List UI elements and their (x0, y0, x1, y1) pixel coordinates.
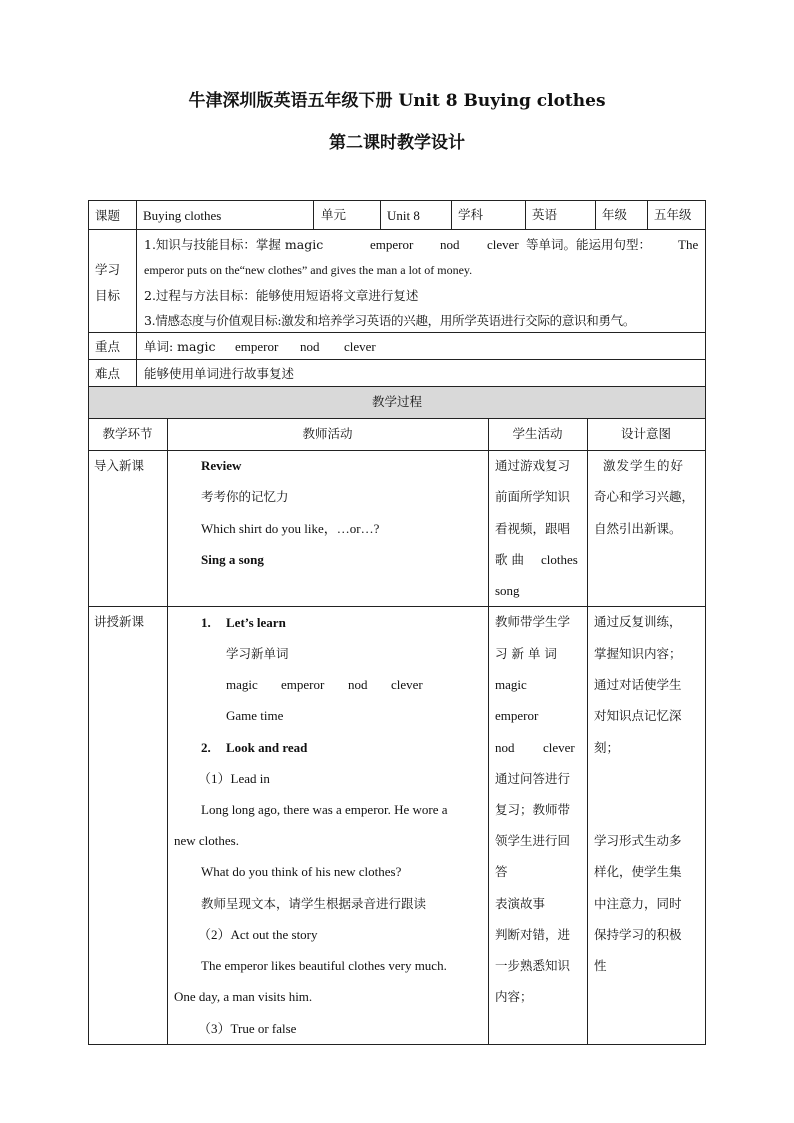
student-activity-line: clothes (541, 552, 578, 567)
row-divider (88, 418, 706, 419)
key-points-word: clever (344, 339, 376, 354)
grade-label: 年级 (602, 207, 628, 222)
row-divider (88, 606, 706, 607)
stage-name: 导入新课 (94, 458, 145, 473)
table-border-right (705, 200, 706, 1045)
design-intent-line: 学习形式生动多 (594, 833, 682, 848)
objectives-label: 目标 (95, 288, 121, 303)
document-subtitle: 第二课时教学设计 (329, 133, 465, 153)
col-divider (647, 200, 648, 230)
design-intent-line: 通过对话使学生 (594, 677, 682, 692)
topic-label: 课题 (95, 208, 121, 223)
student-activity-line: 复习；教师带 (495, 802, 571, 817)
col-header-stage: 教学环节 (102, 426, 153, 441)
difficulties-label: 难点 (95, 366, 121, 381)
student-activity-line: 习 新 单 词 (495, 646, 557, 661)
col-header-intent: 设计意图 (620, 426, 671, 441)
subject-label: 学科 (458, 207, 484, 222)
col-header-student: 学生活动 (512, 426, 563, 441)
col-divider (488, 418, 489, 1045)
student-activity-line: 歌 曲 (495, 552, 524, 567)
objective-word: emperor (370, 237, 414, 252)
design-intent-line: 对知识点记忆深 (594, 708, 682, 723)
teacher-activity-line: Look and read (226, 740, 308, 755)
design-intent-line: 中注意力，同时 (594, 896, 682, 911)
student-activity-line: magic (495, 677, 527, 692)
key-points-label: 重点 (95, 339, 121, 354)
objective-line: The (678, 237, 699, 252)
objective-word: nod (440, 237, 460, 252)
design-intent-line: 性 (594, 958, 607, 973)
teacher-activity-word: emperor (281, 677, 325, 692)
col-divider (167, 418, 168, 1045)
col-divider (587, 418, 588, 1045)
row-divider (88, 386, 706, 387)
objective-line: 2.过程与方法目标：能够使用短语将文章进行复述 (144, 288, 419, 303)
teacher-activity-line: What do you think of his new clothes? (201, 864, 402, 879)
student-activity-line: emperor (495, 708, 539, 723)
col-divider (313, 200, 314, 230)
table-border-top (88, 200, 706, 201)
student-activity-line: 表演故事 (495, 896, 546, 911)
row-divider (88, 229, 706, 230)
design-intent-line: 掌握知识内容； (594, 646, 682, 661)
subject-value: 英语 (532, 207, 558, 222)
student-activity-line: song (495, 583, 520, 598)
objective-line: 1.知识与技能目标：掌握 magic (144, 237, 324, 252)
document-title: 牛津深圳版英语五年级下册 Unit 8 Buying clothes (188, 91, 606, 111)
row-divider (88, 359, 706, 360)
teacher-activity-word: nod (348, 677, 368, 692)
student-activity-line: 领学生进行回 (495, 833, 571, 848)
student-activity-line: nod (495, 740, 515, 755)
student-activity-line: 前面所学知识 (495, 489, 571, 504)
col-divider (380, 200, 381, 230)
teacher-activity-line: Review (201, 458, 242, 473)
student-activity-line: clever (543, 740, 575, 755)
student-activity-line: 判断对错，进 (495, 927, 571, 942)
objective-line: 3.情感态度与价值观目标:激发和培养学习英语的兴趣，用所学英语进行交际的意识和勇气。 (144, 313, 636, 328)
process-header: 教学过程 (371, 394, 422, 409)
student-activity-line: 教师带学生学 (495, 614, 571, 629)
student-activity-line: 一步熟悉知识 (495, 958, 571, 973)
teacher-activity-word: clever (391, 677, 423, 692)
unit-label: 单元 (321, 207, 347, 222)
design-intent-line: 通过反复训练， (594, 614, 682, 629)
design-intent-line: 奇心和学习兴趣， (594, 489, 695, 504)
teacher-activity-line: （1）Lead in (198, 771, 270, 786)
objectives-label: 学习 (95, 262, 121, 277)
grade-value: 五年级 (654, 207, 692, 222)
col-divider (595, 200, 596, 230)
teacher-activity-line: Which shirt do you like，…or…? (201, 521, 380, 536)
row-divider (88, 332, 706, 333)
teacher-activity-line: 考考你的记忆力 (201, 489, 289, 504)
design-intent-line: 刻； (594, 740, 620, 755)
teacher-activity-line: Sing a song (201, 552, 264, 567)
table-border-bottom (88, 1044, 706, 1045)
unit-value: Unit 8 (387, 208, 420, 223)
teacher-activity-line: 学习新单词 (226, 646, 289, 661)
student-activity-line: 看视频，跟唱 (495, 521, 571, 536)
col-header-teacher: 教师活动 (302, 426, 353, 441)
teacher-activity-line: 教师呈现文本，请学生根据录音进行跟读 (201, 896, 427, 911)
student-activity-line: 通过游戏复习 (495, 458, 571, 473)
design-intent-line: 激发学生的好 (603, 458, 685, 473)
col-divider (525, 200, 526, 230)
key-points-word: nod (300, 339, 320, 354)
stage-name: 讲授新课 (94, 614, 145, 629)
objective-word: clever (487, 237, 519, 252)
objective-line: emperor puts on the“new clothes” and gives the man a lot of money. (144, 263, 473, 277)
student-activity-line: 内容； (495, 989, 533, 1004)
design-intent-line: 样化，使学生集 (594, 864, 682, 879)
teacher-activity-line: Long long ago, there was a emperor. He wore a (201, 802, 448, 817)
topic-value: Buying clothes (143, 208, 222, 223)
teacher-activity-line: new clothes. (174, 833, 239, 848)
teacher-activity-line: （3）True or false (198, 1021, 297, 1036)
student-activity-line: 通过问答进行 (495, 771, 571, 786)
design-intent-line: 保持学习的积极 (594, 927, 682, 942)
objective-line: 等单词。能运用句型： (526, 237, 652, 252)
teacher-activity-number: 2. (201, 740, 211, 755)
teacher-activity-line: Let’s learn (226, 615, 286, 630)
teacher-activity-line: （2）Act out the story (198, 927, 318, 942)
teacher-activity-line: Game time (226, 708, 284, 723)
key-points-value: 单词: magic (144, 339, 216, 354)
row-divider (88, 450, 706, 451)
teacher-activity-line: One day, a man visits him. (174, 989, 313, 1004)
col-divider (136, 200, 137, 387)
teacher-activity-line: The emperor likes beautiful clothes very much. (201, 958, 447, 973)
difficulties-value: 能够使用单词进行故事复述 (144, 366, 295, 381)
lesson-plan-table (88, 200, 706, 1045)
student-activity-line: 答 (495, 864, 508, 879)
design-intent-line: 自然引出新课。 (594, 521, 682, 536)
col-divider (451, 200, 452, 230)
key-points-word: emperor (235, 339, 279, 354)
table-border-left (88, 200, 89, 1045)
teacher-activity-number: 1. (201, 615, 211, 630)
teacher-activity-word: magic (226, 677, 258, 692)
